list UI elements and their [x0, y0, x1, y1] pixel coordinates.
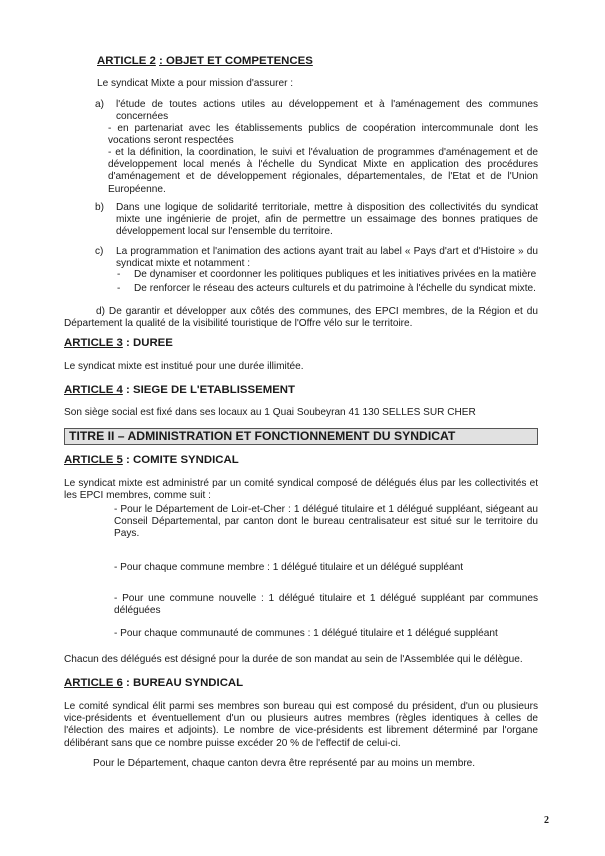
- item-c-marker: c): [95, 246, 104, 257]
- article-2-heading: [97, 54, 313, 68]
- titre-2-heading: TITRE II – ADMINISTRATION ET FONCTIONNEMENT DU SYNDICAT: [69, 429, 456, 443]
- item-b-text: Dans une logique de solidarité territoriale, mettre à disposition des collectivités du syndicat mixte une ingénierie de projet, afin de permettre un essaimage des bonnes pratiques de développement local sur l'ensemble du territoire.: [116, 202, 538, 238]
- article-5-item-1: - Pour le Département de Loir-et-Cher : 1 délégué titulaire et 1 délégué suppléant, siégeant au Conseil Départemental, par canton dont le bureau centralisateur est situé sur le territoire du Pays.: [114, 504, 538, 540]
- article-5-label: ARTICLE 5: [64, 454, 123, 466]
- item-c-item-2: De renforcer le réseau des acteurs culturels et du patrimoine à l'échelle du syndicat mixte.: [134, 283, 536, 294]
- page-number: 2: [544, 815, 549, 826]
- item-c-dash-1: -: [117, 269, 121, 280]
- item-c-item-1: De dynamiser et coordonner les politiques publiques et les initiatives privées en la matière: [134, 269, 537, 280]
- article-6-heading: [64, 676, 243, 690]
- item-b-marker: b): [95, 202, 104, 213]
- article-5-item-4: - Pour chaque communauté de communes : 1 délégué titulaire et 1 délégué suppléant: [114, 628, 498, 639]
- article-4-title: : SIEGE DE L'ETABLISSEMENT: [126, 384, 295, 396]
- article-6-title: : BUREAU SYNDICAL: [126, 677, 244, 689]
- article-2-title: : OBJET ET COMPETENCES: [159, 55, 313, 67]
- item-c-dash-2: -: [117, 283, 121, 294]
- article-5-item-3: - Pour une commune nouvelle : 1 délégué titulaire et 1 délégué suppléant par communes déléguées: [114, 593, 538, 617]
- item-c-text: La programmation et l'animation des actions ayant trait au label « Pays d'art et d'Histoire » du syndicat mixte et notamment :: [116, 246, 538, 270]
- article-3-label: ARTICLE 3: [64, 337, 123, 349]
- article-3-title: : DUREE: [126, 337, 173, 349]
- item-a-marker: a): [95, 99, 104, 110]
- article-5-intro: Le syndicat mixte est administré par un comité syndical composé de délégués élus par les collectivités et les EPCI membres, comme suit :: [64, 478, 538, 502]
- article-4-heading: [64, 383, 295, 397]
- item-a-text: l'étude de toutes actions utiles au développement et à l'aménagement des communes concernées: [116, 99, 538, 123]
- article-6-label: ARTICLE 6: [64, 677, 123, 689]
- item-a-sub1: - en partenariat avec les établissements publics de coopération intercommunale dont les vocations seront respectées: [108, 123, 538, 147]
- article-5-item-2: - Pour chaque commune membre : 1 délégué titulaire et un délégué suppléant: [114, 562, 464, 573]
- article-2-intro: Le syndicat Mixte a pour mission d'assurer :: [97, 78, 294, 89]
- article-6-text-2: Pour le Département, chaque canton devra être représenté par au moins un membre.: [93, 758, 476, 769]
- titre-2-banner: [64, 428, 538, 445]
- article-5-title: : COMITE SYNDICAL: [126, 454, 239, 466]
- article-2-label: ARTICLE 2: [97, 55, 156, 67]
- item-d-text: d) De garantir et développer aux côtés des communes, des EPCI membres, de la Région et du Département la qualité de la visibilité touristique de l'Offre vélo sur le territoire.: [64, 306, 538, 330]
- article-5-heading: [64, 453, 239, 467]
- article-3-text: Le syndicat mixte est institué pour une durée illimitée.: [64, 361, 304, 372]
- article-5-closing: Chacun des délégués est désigné pour la durée de son mandat au sein de l'Assemblée qui le délègue.: [64, 654, 523, 665]
- item-a-sub2: - et la définition, la coordination, le suivi et l'évaluation de programmes d'aménagement et de développement local menés à l'échelle du Syndicat Mixte en application des procédures d'aménagement et de développement régionales, départementales, de l'Etat et de l'Union Européenne.: [108, 147, 538, 195]
- article-6-text: Le comité syndical élit parmi ses membres son bureau qui est composé du président, d'un ou plusieurs vice-présidents et éventuellement d'un ou plusieurs autres membres (règles identiques à celles de l'élection des maires et adjoints). Le nombre de vice-présidents est librement déterminé par l'organe délibérant sans que ce nombre puisse excéder 20 % de l'effectif de celui-ci.: [64, 701, 538, 749]
- article-4-label: ARTICLE 4: [64, 384, 123, 396]
- article-4-text: Son siège social est fixé dans ses locaux au 1 Quai Soubeyran 41 130 SELLES SUR CHER: [64, 407, 476, 418]
- article-3-heading: [64, 336, 173, 350]
